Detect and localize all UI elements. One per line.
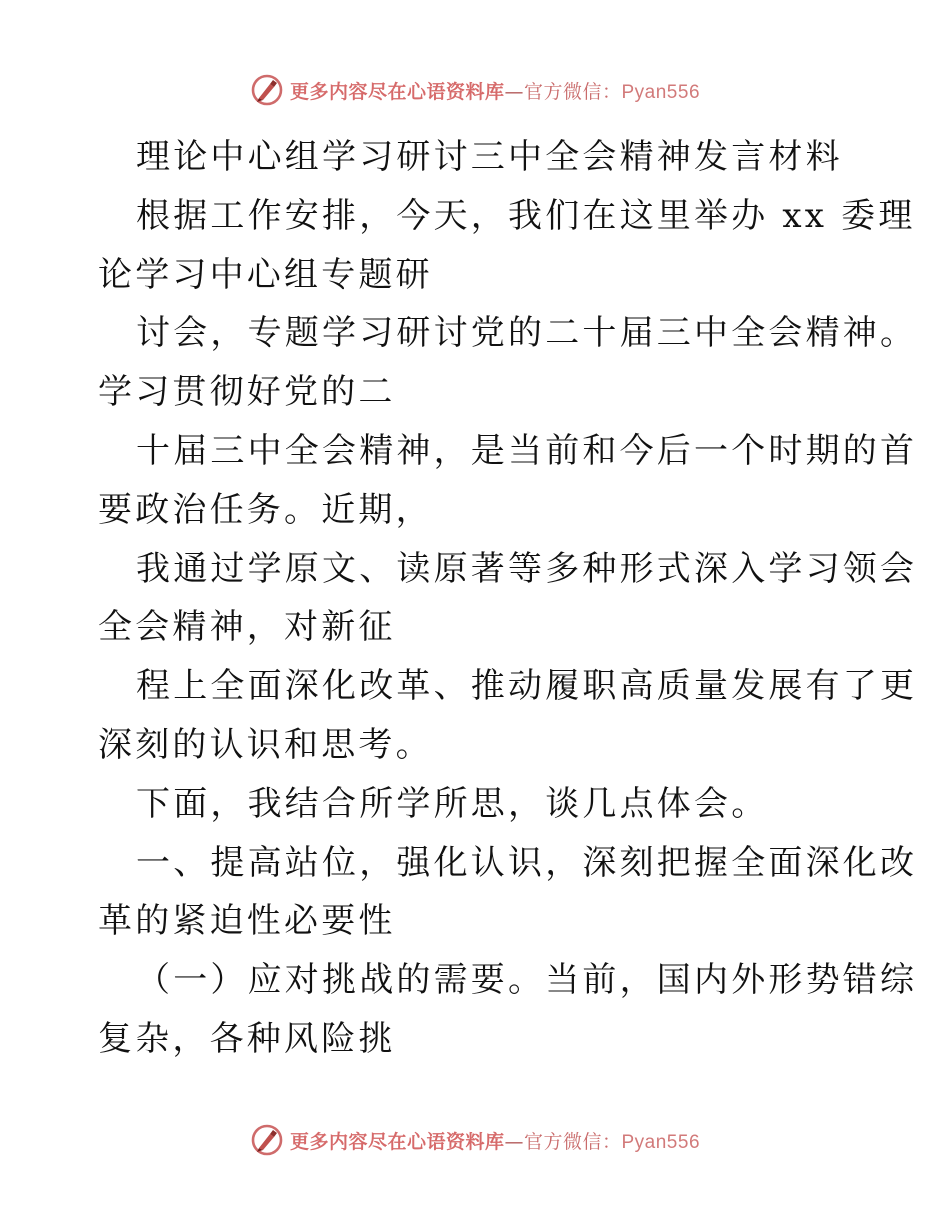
text-line: 下面，我结合所学所思，谈几点体会。 [136, 783, 769, 824]
watermark-text: 更多内容尽在心语资料库—官方微信：Pyan556 [289, 80, 701, 103]
text-line: 要政治任务。近期， [98, 489, 433, 530]
text-line: 学习贯彻好党的二 [98, 372, 396, 413]
text-line: 全会精神，对新征 [98, 607, 396, 648]
text-line: 程上全面深化改革、推动履职高质量发展有了更 [136, 666, 918, 707]
text-line: 革的紧迫性必要性 [98, 901, 396, 942]
pen-logo-icon [250, 73, 284, 107]
text-line: 复杂，各种风险挑 [98, 1018, 396, 1059]
text-line: 十届三中全会精神，是当前和今后一个时期的首 [136, 430, 918, 471]
text-line: 一、提高站位，强化认识，深刻把握全面深化改 [136, 842, 918, 883]
text-line: 深刻的认识和思考。 [98, 724, 433, 765]
pen-logo-icon [250, 1123, 284, 1157]
footer-watermark [0, 1120, 950, 1160]
text-line: 我通过学原文、读原著等多种形式深入学习领会 [136, 548, 918, 589]
watermark-text: 更多内容尽在心语资料库—官方微信：Pyan556 [289, 1130, 701, 1153]
header-watermark [0, 70, 950, 110]
text-line: 理论中心组学习研讨三中全会精神发言材料 [136, 137, 843, 177]
text-line: 论学习中心组专题研 [98, 254, 433, 295]
text-line: 讨会，专题学习研讨党的二十届三中全会精神。 [136, 313, 918, 354]
document-body [98, 128, 918, 1069]
text-line: （一）应对挑战的需要。当前，国内外形势错综 [136, 960, 918, 1001]
text-line: 根据工作安排，今天，我们在这里举办 xx 委理 [136, 195, 916, 236]
